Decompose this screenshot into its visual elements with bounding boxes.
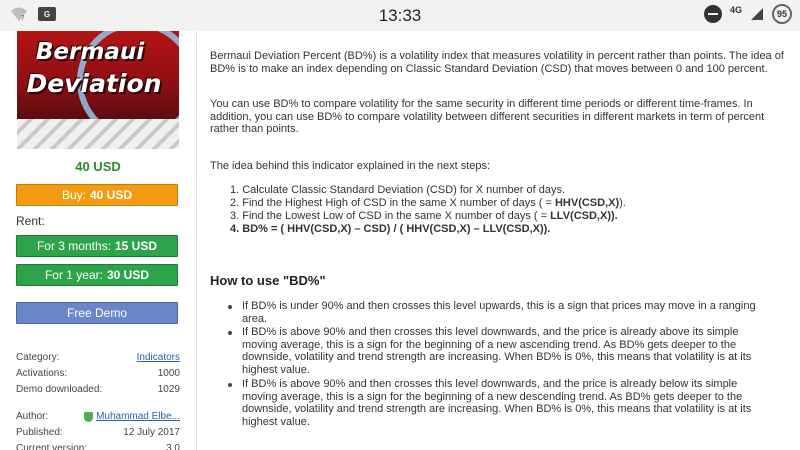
product-image[interactable]: [17, 31, 179, 149]
rent-3m-price: 15 USD: [115, 239, 158, 253]
product-sidebar: [0, 31, 196, 450]
battery-icon: 95: [772, 4, 792, 24]
step-4: 4. BD% = ( HHV(CSD,X) – CSD) / ( HHV(CSD,X) – LLV(CSD,X)).: [230, 223, 551, 235]
bullet-item-3: If BD% is above 90% and then crosses this level downwards, and the price is already below its simple moving average, this is a sign for the beginning of a new descending trend. As BD% gets deeper to the downside, volatility and trend strength are increasing. When BD% is 0%, this means that volatility is at its highest value.: [226, 378, 772, 428]
verified-shield-icon: [84, 412, 93, 422]
buy-button-label: Buy:: [61, 188, 86, 202]
step-1: 1. Calculate Classic Standard Deviation (CSD) for X number of days.: [230, 184, 566, 196]
section-heading: How to use "BD%": [210, 273, 326, 288]
step-2-bold: HHV(CSD,X): [554, 197, 620, 209]
rent-3-months-button[interactable]: [16, 235, 178, 257]
step-3-bold: LLV(CSD,X)).: [550, 210, 618, 222]
meta-author: [16, 411, 180, 422]
buy-button[interactable]: [16, 184, 178, 206]
buy-button-price: 40 USD: [89, 188, 133, 202]
rent-1-year-button[interactable]: [16, 264, 178, 286]
meta-version: [16, 443, 180, 450]
meta-category-label: Category:: [16, 352, 60, 363]
network-type: 4G: [729, 5, 742, 15]
svg-text:?: ?: [21, 14, 25, 22]
meta-activations: [16, 368, 180, 379]
meta-demo-downloaded-value: 1029: [157, 384, 180, 395]
meta-author-label: Author:: [16, 411, 49, 422]
step-2-text: 2. Find the Highest High of CSD in the same X number of days ( =: [230, 197, 555, 209]
status-right: [704, 4, 792, 24]
product-price: 40 USD: [75, 159, 121, 174]
meta-activations-label: Activations:: [16, 368, 68, 379]
step-2: [230, 197, 626, 210]
step-3-text: 3. Find the Lowest Low of CSD in the same X number of days ( =: [230, 210, 551, 222]
description-paragraph-2: You can use BD% to compare volatility for the same security in different time periods or different time-frames. In addition, you can use BD% to compare volatility between different securities in different markets in term of percent rather than points.: [210, 98, 765, 135]
step-3: [230, 210, 618, 223]
meta-demo-downloaded: [16, 384, 180, 395]
meta-published: [16, 427, 180, 438]
bullet-item-2: If BD% is above 90% and then crosses this level downwards, and the price is already above its simple moving average, this is a sign for the beginning of a new ascending trend. As BD% gets deeper to the downside, volatility and trend strength are increasing. When BD% is 0%, this means that volatility is at its highest value.: [226, 326, 772, 376]
meta-demo-downloaded-label: Demo downloaded:: [16, 384, 103, 395]
meta-published-label: Published:: [16, 427, 63, 438]
author-link[interactable]: [84, 411, 180, 422]
app-notification-icon: G: [38, 7, 56, 21]
author-name: Muhammad Elbe...: [96, 411, 180, 422]
rent-3m-label: For 3 months:: [36, 239, 111, 253]
step-2-end: ).: [619, 197, 626, 209]
meta-published-value: 12 July 2017: [123, 427, 180, 438]
rent-1y-label: For 1 year:: [44, 268, 103, 282]
rent-1y-price: 30 USD: [107, 268, 150, 282]
meta-category: [16, 352, 180, 363]
column-divider: [196, 31, 197, 450]
do-not-disturb-icon: [704, 5, 722, 23]
free-demo-button[interactable]: Free Demo: [16, 302, 178, 324]
category-link[interactable]: Indicators: [136, 352, 180, 363]
signal-icon: [750, 7, 764, 21]
bullet-item-1: If BD% is under 90% and then crosses this level upwards, this is a sign that prices may move in a ranging area.: [226, 300, 772, 325]
image-title-line1: Bermaui: [35, 39, 145, 65]
rent-label: Rent:: [16, 214, 45, 228]
image-title-line2: Deviation: [26, 69, 162, 98]
meta-activations-value: 1000: [157, 368, 180, 379]
description-paragraph-1: Bermaui Deviation Percent (BD%) is a volatility index that measures volatility in percent rather than points. The idea of BD% is to make an index depending on Classic Standard Deviation (CSD) that moves between 0 and 100 percent.: [210, 50, 784, 75]
image-decor-stripe: [17, 119, 179, 149]
status-bar: [0, 0, 800, 31]
meta-version-label: Current version:: [16, 443, 88, 450]
description-paragraph-3: The idea behind this indicator explained in the next steps:: [210, 160, 491, 172]
clock: 13:33: [378, 6, 422, 25]
meta-version-value: 3.0: [166, 443, 180, 450]
